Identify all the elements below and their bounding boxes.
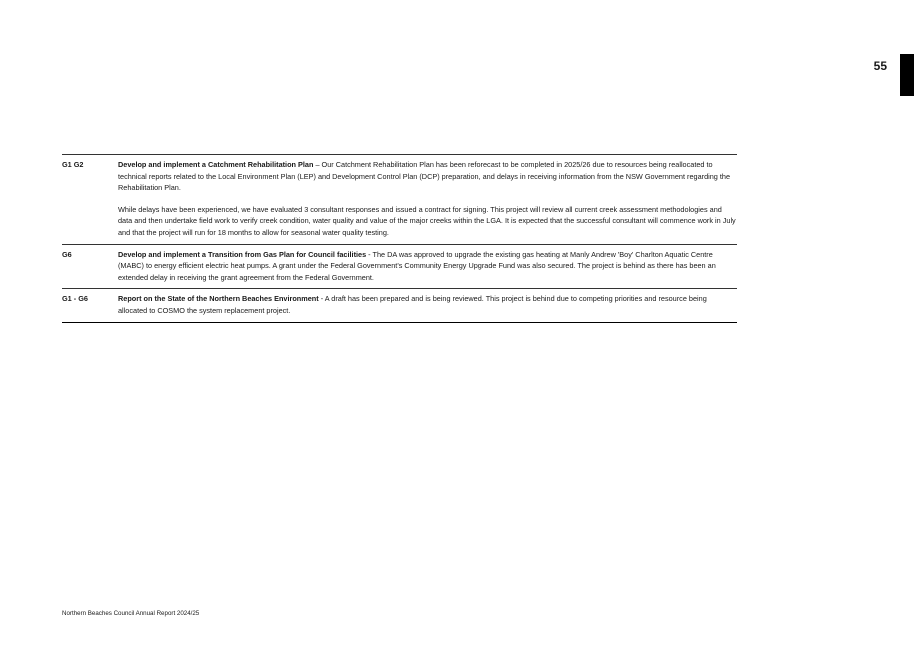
row-title: Develop and implement a Transition from Gas Plan for Council facilities — [118, 249, 367, 259]
table-row — [62, 155, 737, 245]
row-paragraph-secondary: While delays have been experienced, we have evaluated 3 consultant responses and issued a contract for signing. This project will review all current creek assessment methodologies and data and then undertake field work to verify creek condition, water quality and value of the major creeks within the LGA. It is expected that the successful consultant will commence work in July and that the project will run for 18 months to allow for seasonal water quality testing. — [118, 204, 736, 237]
row-content — [118, 159, 737, 239]
row-paragraph — [118, 159, 737, 194]
goal-code: G1 G2 — [62, 160, 84, 169]
table-row — [62, 245, 737, 290]
row-title: Develop and implement a Catchment Rehabilitation Plan — [118, 160, 314, 169]
goal-code: G6 — [62, 249, 72, 259]
row-paragraph — [118, 249, 737, 284]
row-text: - A draft has been prepared and is being reviewed. This project is behind due to competing priorities and resource being allocated to COSMO the system replacement project. — [118, 294, 707, 315]
page-tab-marker — [900, 54, 914, 96]
report-footer: Northern Beaches Council Annual Report 2024/25 — [62, 610, 200, 617]
row-paragraph — [118, 293, 737, 316]
goal-code: G1 - G6 — [62, 294, 88, 304]
row-content — [118, 249, 737, 284]
page-number: 55 — [873, 59, 887, 73]
progress-table — [62, 154, 737, 323]
row-title: Report on the State of the Northern Beaches Environment — [118, 294, 319, 304]
row-text: – Our Catchment Rehabilitation Plan has been reforecast to be completed in 2025/26 due to resources being reallocated to technical reports related to the Local Environment Plan (LEP) and Development Control Plan (DCP) preparation, and delays in receiving information from the NSW Government regarding the Rehabilitation Plan. — [118, 160, 731, 193]
row-content — [118, 293, 737, 316]
table-row — [62, 289, 737, 321]
row-text: - The DA was approved to upgrade the existing gas heating at Manly Andrew 'Boy' Charlton Aquatic Centre (MABC) to energy efficient electric heat pumps. A grant under the Federal Government's Community Energy Upgrade Fund was also secured. The project is behind as there has been an extended delay in receiving the grant agreement from the Federal Government. — [118, 249, 716, 282]
